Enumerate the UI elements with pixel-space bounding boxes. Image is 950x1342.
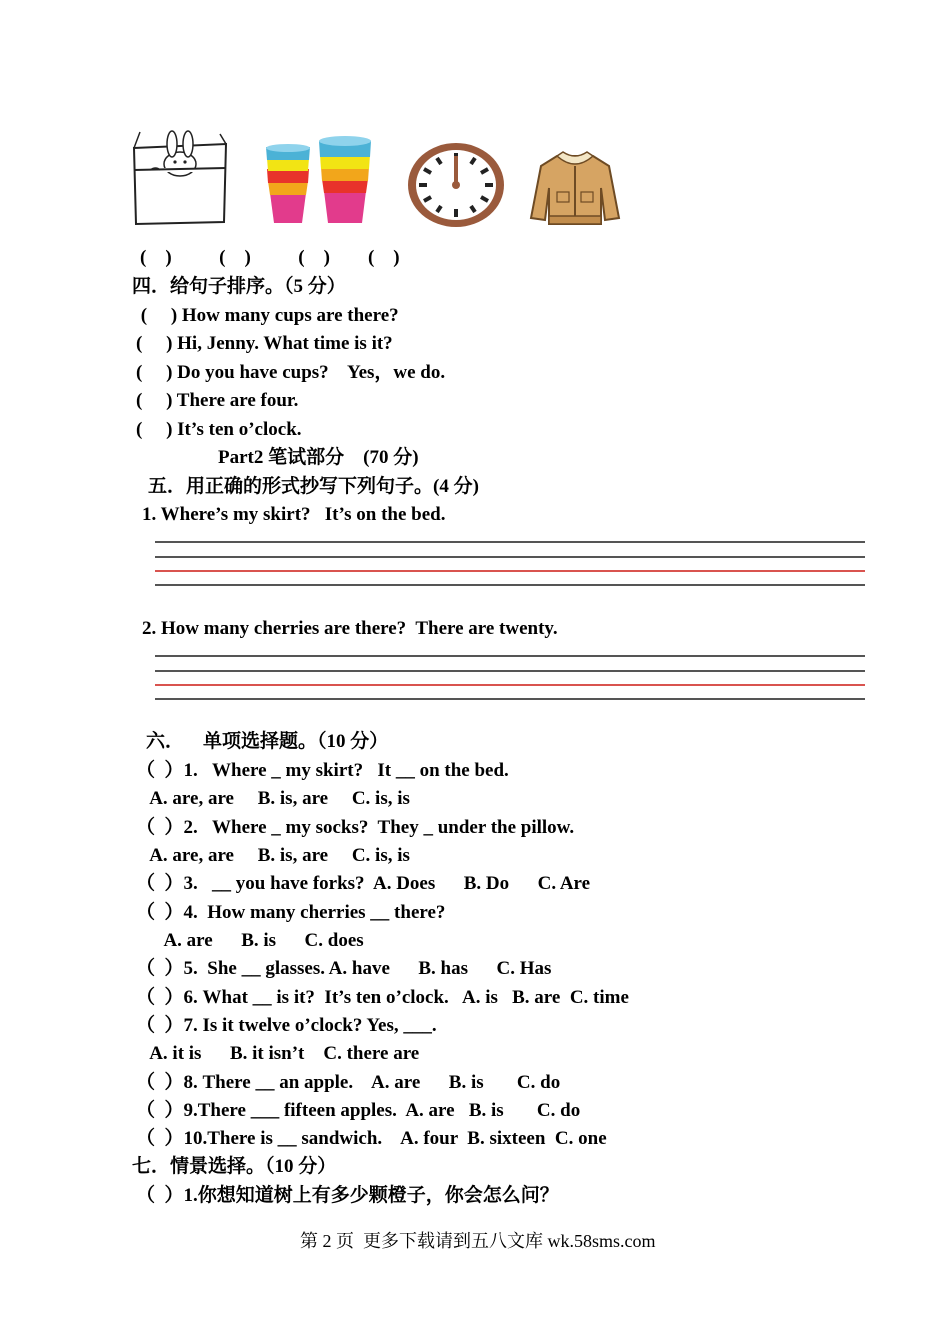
section6-line-6[interactable]: （ ）4. How many cherries __ there?: [136, 902, 446, 923]
clock-picture: [407, 142, 505, 228]
section7-title: 七．情景选择。（10 分）: [132, 1156, 337, 1177]
section6-line-4: A. are, are B. is, are C. is, is: [136, 845, 410, 866]
writing-line-1a[interactable]: [155, 541, 865, 543]
section6-line-10[interactable]: （ ）7. Is it twelve o’clock? Yes, ___.: [136, 1015, 437, 1036]
section6-line-1[interactable]: （ ）1. Where _ my skirt? It __ on the bed.: [136, 760, 509, 781]
page-footer: 第 2 页 更多下载请到五八文库 wk.58sms.com: [300, 1231, 656, 1251]
section4-item-4[interactable]: ( ) There are four.: [136, 390, 299, 411]
writing-line-2b[interactable]: [155, 670, 865, 672]
writing-line-1d[interactable]: [155, 584, 865, 586]
section6-title: 六． 单项选择题。（10 分）: [146, 731, 389, 752]
section4-item-5[interactable]: ( ) It’s ten o’clock.: [136, 419, 302, 440]
writing-line-1c-red[interactable]: [155, 570, 865, 572]
section6-line-13[interactable]: （ ）9.There ___ fifteen apples. A. are B. is C. do: [136, 1100, 581, 1121]
section6-line-12[interactable]: （ ）8. There __ an apple. A. are B. is C. do: [136, 1072, 561, 1093]
part2-title: Part2 笔试部分 (70 分): [218, 447, 419, 468]
section4-title: 四．给句子排序。（5 分）: [132, 276, 346, 297]
section6-line-2: A. are, are B. is, are C. is, is: [136, 788, 410, 809]
section5-title: 五．用正确的形式抄写下列句子。(4 分): [148, 476, 479, 497]
picture-answer-blanks[interactable]: ( ) ( ) ( ) ( ): [140, 247, 400, 268]
section5-sentence-2: 2. How many cherries are there? There are twenty.: [142, 618, 558, 639]
section6-line-5[interactable]: （ ）3. __ you have forks? A. Does B. Do C. Are: [136, 873, 591, 894]
section4-item-2[interactable]: ( ) Hi, Jenny. What time is it?: [136, 333, 393, 354]
section6-line-8[interactable]: （ ）5. She __ glasses. A. have B. has C. Has: [136, 958, 552, 979]
jacket-picture: [527, 148, 623, 226]
section6-line-3[interactable]: （ ）2. Where _ my socks? They _ under the pillow.: [136, 817, 575, 838]
rabbit-in-box-picture: [130, 128, 228, 228]
writing-line-2c-red[interactable]: [155, 684, 865, 686]
section6-line-11: A. it is B. it isn’t C. there are: [136, 1043, 420, 1064]
section6-line-7: A. are B. is C. does: [136, 930, 364, 951]
writing-line-2d[interactable]: [155, 698, 865, 700]
section4-item-3[interactable]: ( ) Do you have cups? Yes，we do.: [136, 362, 446, 383]
section6-line-14[interactable]: （ ）10.There is __ sandwich. A. four B. sixteen C. one: [136, 1128, 607, 1149]
section5-sentence-1: 1. Where’s my skirt? It’s on the bed.: [142, 504, 446, 525]
writing-line-1b[interactable]: [155, 556, 865, 558]
section4-item-1[interactable]: ( ) How many cups are there?: [136, 305, 399, 326]
writing-line-2a[interactable]: [155, 655, 865, 657]
section7-question-1[interactable]: （ ）1.你想知道树上有多少颗橙子，你会怎么问？: [136, 1185, 559, 1206]
section6-line-9[interactable]: （ ）6. What __ is it? It’s ten o’clock. A. is B. are C. time: [136, 987, 629, 1008]
stacked-cups-picture: [262, 133, 374, 228]
